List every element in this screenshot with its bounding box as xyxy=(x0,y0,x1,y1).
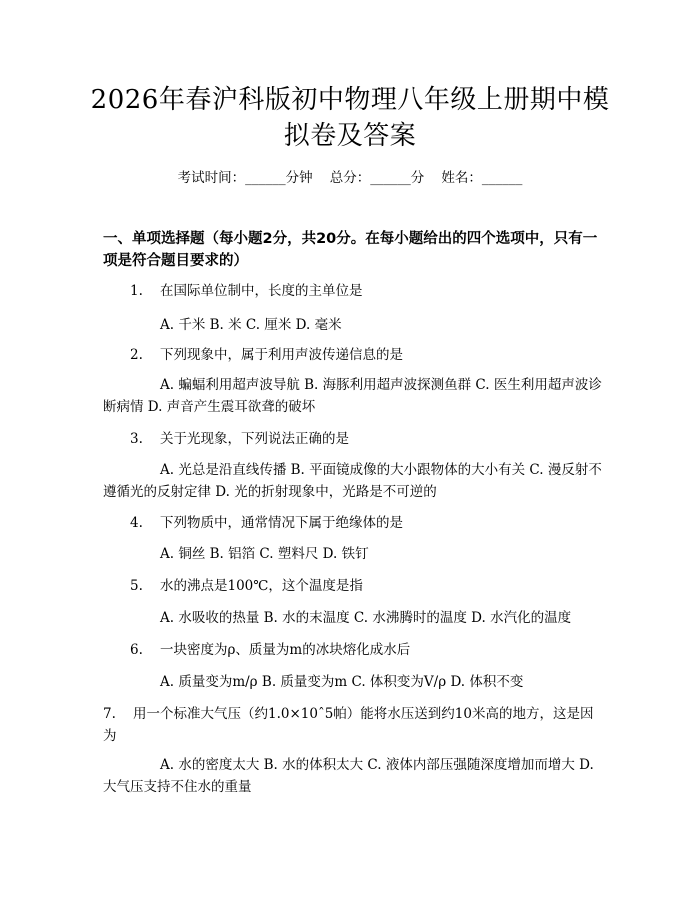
question-options: A. 光总是沿直线传播 B. 平面镜成像的大小跟物体的大小有关 C. 漫反射不遵循光的反射定律 D. 光的折射现象中，光路是不可逆的 xyxy=(103,462,602,500)
question-number: 5. xyxy=(130,578,143,594)
page-title: 2026年春沪科版初中物理八年级上册期中模拟卷及答案 xyxy=(90,85,610,151)
section-heading: 一、单项选择题（每小题2分，共20分。在每小题给出的四个选项中，只有一项是符合题目要求的） xyxy=(103,231,598,269)
question-text: 下列物质中，通常情况下属于绝缘体的是 xyxy=(160,515,403,531)
question-options: A. 铜丝 B. 铝箔 C. 塑料尺 D. 铁钉 xyxy=(160,546,369,562)
question-options: A. 水的密度太大 B. 水的体积太大 C. 液体内部压强随深度增加而增大 D. 大气压支持不住水的重量 xyxy=(103,757,594,795)
question-text: 下列现象中，属于利用声波传递信息的是 xyxy=(160,347,403,363)
question-stem xyxy=(103,428,603,450)
question-stem xyxy=(103,703,603,747)
question-stem xyxy=(103,512,603,534)
question-text: 水的沸点是100℃，这个温度是指 xyxy=(160,578,363,594)
question-options: A. 蝙蝠利用超声波导航 B. 海豚利用超声波探测鱼群 C. 医生利用超声波诊断病情 D. 声音产生震耳欲聋的破坏 xyxy=(103,377,602,415)
question-number: 1. xyxy=(130,283,143,299)
question-options: A. 水吸收的热量 B. 水的末温度 C. 水沸腾时的温度 D. 水汽化的温度 xyxy=(160,610,572,626)
question-options: A. 质量变为m/ρ B. 质量变为m C. 体积变为V/ρ D. 体积不变 xyxy=(160,674,524,690)
question-text: 一块密度为ρ、质量为m的冰块熔化成水后 xyxy=(160,642,411,658)
question-number: 4. xyxy=(130,515,143,531)
question-stem xyxy=(103,639,603,661)
question-stem xyxy=(103,280,603,302)
question-stem xyxy=(103,575,603,597)
question-text: 用一个标准大气压（约1.0×10ˆ5帕）能将水压送到约10米高的地方，这是因为 xyxy=(103,706,594,744)
exam-info-line: 考试时间：______分钟 总分：______分 姓名：______ xyxy=(177,170,523,186)
question-text: 在国际单位制中，长度的主单位是 xyxy=(160,283,363,299)
question-text: 关于光现象，下列说法正确的是 xyxy=(160,431,349,447)
question-stem xyxy=(103,344,603,366)
question-number: 3. xyxy=(130,431,143,447)
question-number: 6. xyxy=(130,642,143,658)
question-options: A. 千米 B. 米 C. 厘米 D. 毫米 xyxy=(160,317,342,333)
question-number: 2. xyxy=(130,347,143,363)
question-number: 7. xyxy=(103,706,116,722)
